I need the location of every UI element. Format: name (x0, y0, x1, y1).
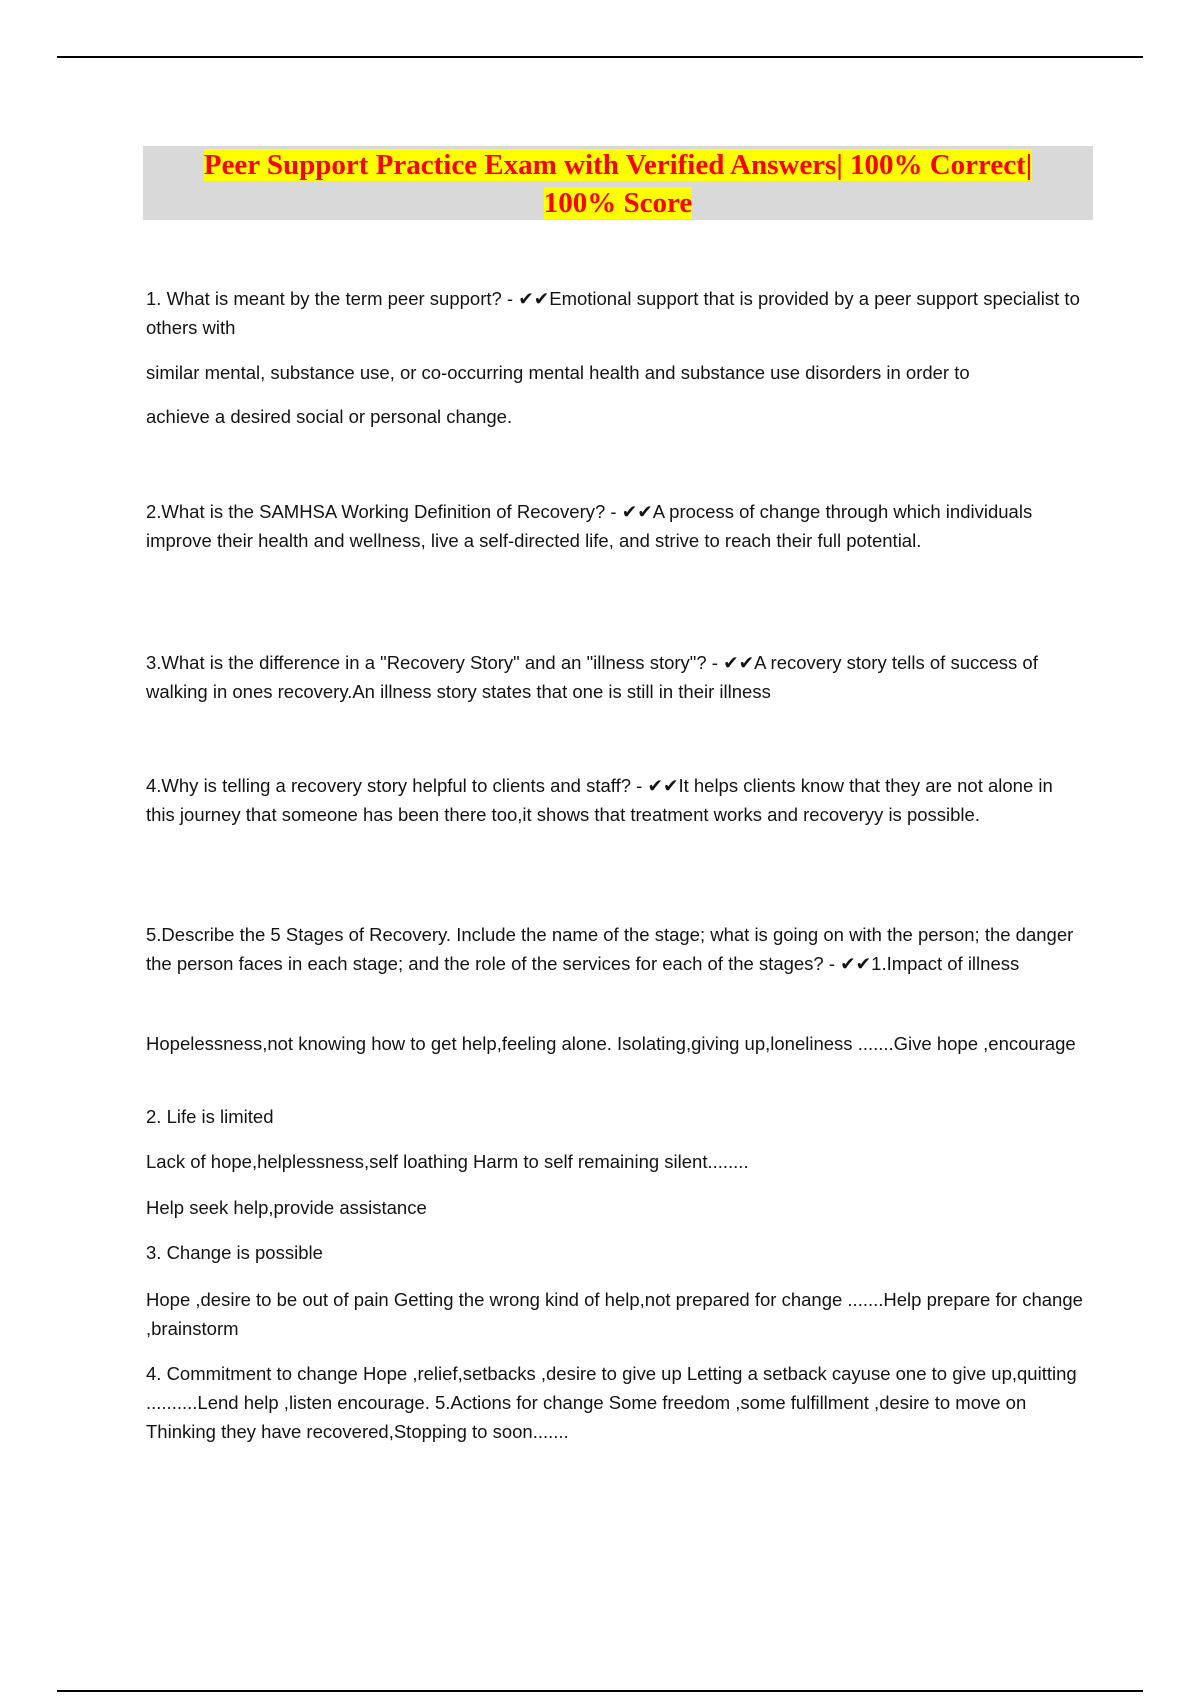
paragraph-3: achieve a desired social or personal change. (146, 406, 513, 427)
paragraph-10: Lack of hope,helplessness,self loathing Harm to self remaining silent........ (146, 1151, 749, 1172)
paragraph-2: similar mental, substance use, or co-occurring mental health and substance use disorders in order to (146, 362, 970, 383)
title-line-2: 100% Score (543, 187, 693, 219)
bottom-rule (57, 1690, 1143, 1692)
paragraph-4: 2.What is the SAMHSA Working Definition of Recovery? - ✔✔A process of change through which individuals improve their health and wellness, live a self-directed life, and strive to reach their full potential. (146, 501, 1033, 551)
paragraph-6: 4.Why is telling a recovery story helpful to clients and staff? - ✔✔It helps clients know that they are not alone in this journey that someone has been there too,it shows that treatment works and recoveryy is possible. (146, 775, 1053, 825)
paragraph-11: Help seek help,provide assistance (146, 1197, 427, 1218)
paragraph-1: 1. What is meant by the term peer support? - ✔✔Emotional support that is provided by a peer support specialist to others with (146, 288, 1080, 338)
paragraph-12: 3. Change is possible (146, 1242, 323, 1263)
paragraph-14: 4. Commitment to change Hope ,relief,setbacks ,desire to give up Letting a setback cayuse one to give up,quitting ..........Lend help ,listen encourage. 5.Actions for change Some freedom ,some fulfillment ,desire to move on Thinking they have recovered,Stopping to soon....... (146, 1363, 1077, 1442)
top-rule (57, 56, 1143, 58)
paragraph-9: 2. Life is limited (146, 1106, 274, 1127)
paragraph-7: 5.Describe the 5 Stages of Recovery. Include the name of the stage; what is going on with the person; the danger the person faces in each stage; and the role of the services for each of the stages? - ✔✔1.Impact of illness (146, 924, 1074, 974)
paragraph-8: Hopelessness,not knowing how to get help,feeling alone. Isolating,giving up,loneliness .......Give hope ,encourage (146, 1033, 1076, 1054)
document-title (143, 146, 1093, 220)
paragraph-13: Hope ,desire to be out of pain Getting the wrong kind of help,not prepared for change .......Help prepare for change ,brainstorm (146, 1289, 1083, 1339)
paragraph-5: 3.What is the difference in a "Recovery Story" and an "illness story"? - ✔✔A recovery story tells of success of walking in ones recovery.An illness story states that one is still in their illness (146, 652, 1038, 702)
title-line-1: Peer Support Practice Exam with Verified Answers| 100% Correct| (203, 149, 1033, 181)
